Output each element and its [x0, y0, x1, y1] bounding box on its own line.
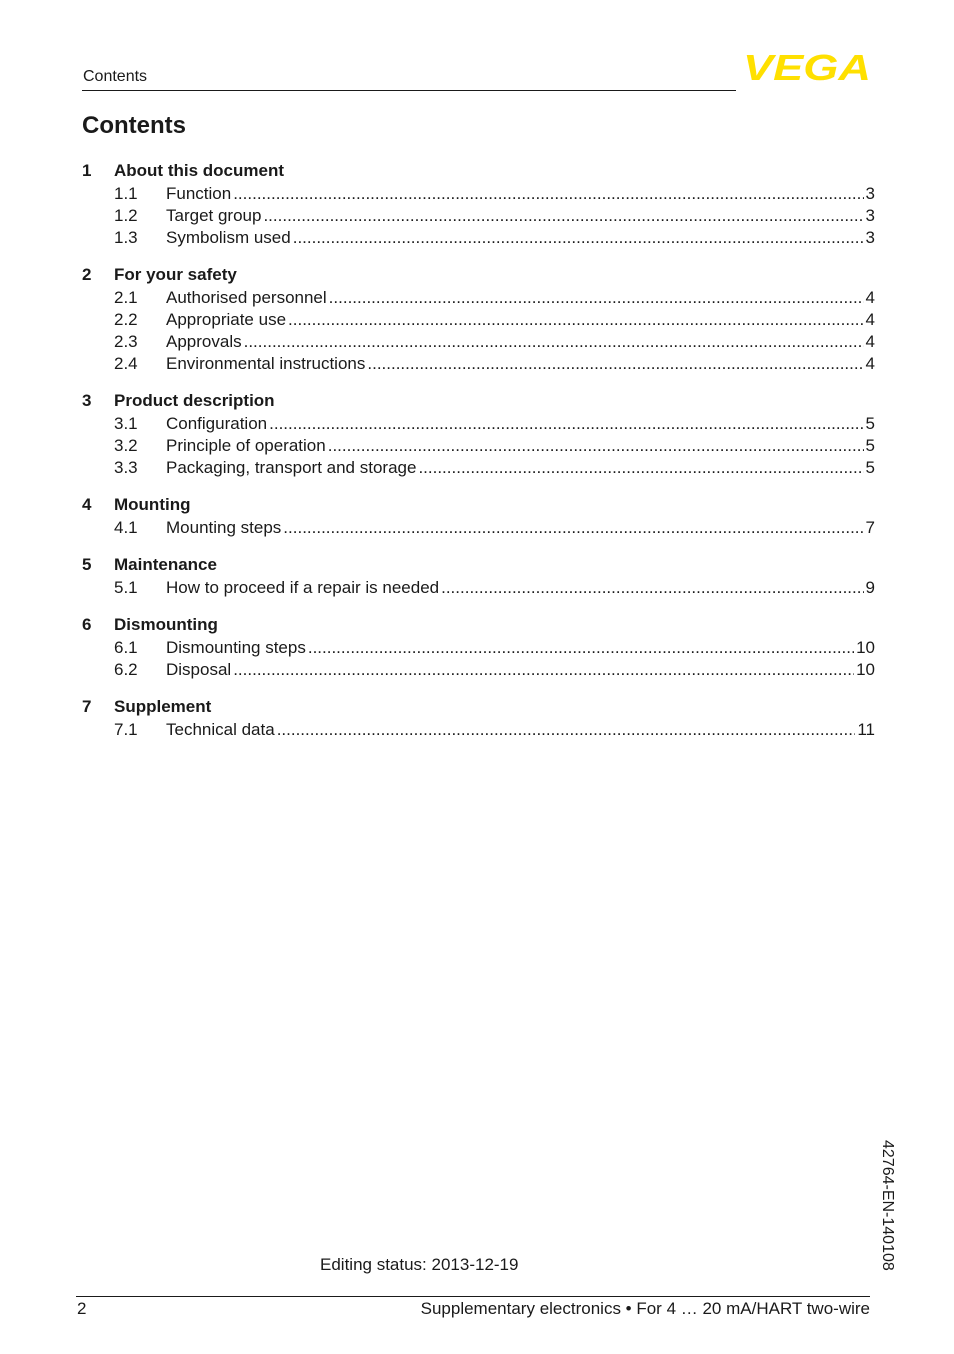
- document-id: 42764-EN-140108: [879, 1140, 896, 1271]
- toc-section-heading: [82, 492, 875, 518]
- editing-status: Editing status: 2013-12-19: [320, 1255, 519, 1274]
- toc-section-title: Dismounting: [114, 615, 218, 634]
- toc-entry-title: Appropriate use: [166, 310, 287, 329]
- toc-entry-page: 4: [865, 288, 875, 307]
- toc-entry: [82, 332, 875, 354]
- toc-entry-page: 3: [865, 206, 875, 225]
- toc-dot-leader: [233, 660, 854, 680]
- toc-section-number: 7: [82, 697, 92, 716]
- toc-entry: [82, 518, 875, 540]
- toc-entry-page: 5: [865, 458, 875, 477]
- toc-section-number: 1: [82, 161, 92, 180]
- toc-section-title: About this document: [114, 161, 284, 180]
- footer-document-title: Supplementary electronics • For 4 … 20 mA/HART two-wire: [420, 1299, 870, 1318]
- toc-entry-page: 3: [865, 184, 875, 203]
- toc-entry-title: Environmental instructions: [166, 354, 366, 373]
- toc-entry-page: 10: [856, 660, 875, 679]
- toc-dot-leader: [288, 310, 864, 330]
- toc-section: [82, 694, 875, 742]
- logo-wordmark: VEGA: [743, 52, 871, 82]
- toc-entry: [82, 414, 875, 436]
- toc-section-title: Product description: [114, 391, 275, 410]
- toc-entry-title: Mounting steps: [166, 518, 282, 537]
- toc-section-heading: [82, 612, 875, 638]
- toc-entry: [82, 354, 875, 376]
- toc-section-number: 5: [82, 555, 92, 574]
- header-section-label: Contents: [83, 68, 148, 85]
- toc-entry-number: 5.1: [114, 578, 138, 597]
- toc-entry: [82, 578, 875, 600]
- toc-section-title: Mounting: [114, 495, 191, 514]
- footer-divider: [76, 1296, 870, 1297]
- toc-entry: [82, 288, 875, 310]
- toc-dot-leader: [441, 578, 863, 598]
- toc-entry-page: 7: [865, 518, 875, 537]
- toc-entry-title: How to proceed if a repair is needed: [166, 578, 440, 597]
- toc-entry-number: 6.2: [114, 660, 138, 679]
- toc-entry: [82, 228, 875, 250]
- toc-dot-leader: [293, 228, 864, 248]
- toc-entry-page: 10: [856, 638, 875, 657]
- toc-entry-title: Configuration: [166, 414, 268, 433]
- toc-entry-number: 1.3: [114, 228, 138, 247]
- toc-entry-page: 9: [865, 578, 875, 597]
- toc-dot-leader: [367, 354, 863, 374]
- toc-section: [82, 388, 875, 480]
- page-number: 2: [77, 1299, 87, 1318]
- toc-entry-page: 4: [865, 332, 875, 351]
- toc-section-heading: [82, 694, 875, 720]
- toc-entry-title: Target group: [166, 206, 262, 225]
- toc-section-title: Maintenance: [114, 555, 217, 574]
- toc-entry-number: 1.1: [114, 184, 138, 203]
- toc-dot-leader: [418, 458, 863, 478]
- toc-entry-title: Approvals: [166, 332, 242, 351]
- toc-entry-title: Authorised personnel: [166, 288, 327, 307]
- toc-section-number: 2: [82, 265, 92, 284]
- toc-entry-page: 5: [865, 436, 875, 455]
- toc-section-number: 6: [82, 615, 92, 634]
- toc-entry-number: 2.1: [114, 288, 138, 307]
- toc-dot-leader: [328, 436, 864, 456]
- toc-entry-title: Technical data: [166, 720, 275, 739]
- vega-logo: [742, 52, 872, 82]
- toc-section-title: For your safety: [114, 265, 237, 284]
- toc-entry: [82, 660, 875, 682]
- toc-entry: [82, 720, 875, 742]
- toc-entry-title: Principle of operation: [166, 436, 326, 455]
- toc-entry-page: 11: [857, 720, 875, 739]
- toc-entry-title: Symbolism used: [166, 228, 291, 247]
- toc-entry-title: Disposal: [166, 660, 232, 679]
- toc-entry: [82, 310, 875, 332]
- toc-section-heading: [82, 388, 875, 414]
- toc-entry-number: 1.2: [114, 206, 138, 225]
- table-of-contents: [82, 158, 875, 754]
- toc-entry-number: 3.3: [114, 458, 138, 477]
- toc-entry-number: 7.1: [114, 720, 138, 739]
- toc-entry: [82, 206, 875, 228]
- toc-section: [82, 552, 875, 600]
- toc-dot-leader: [269, 414, 863, 434]
- toc-section: [82, 158, 875, 250]
- toc-entry-number: 4.1: [114, 518, 138, 537]
- toc-entry-number: 3.1: [114, 414, 138, 433]
- toc-entry-title: Packaging, transport and storage: [166, 458, 417, 477]
- toc-section-heading: [82, 552, 875, 578]
- toc-dot-leader: [308, 638, 854, 658]
- toc-dot-leader: [283, 518, 863, 538]
- toc-section: [82, 612, 875, 682]
- page-title: Contents: [82, 112, 186, 139]
- toc-section-heading: [82, 262, 875, 288]
- header-divider: [82, 90, 736, 91]
- toc-entry-number: 3.2: [114, 436, 138, 455]
- toc-dot-leader: [329, 288, 864, 308]
- toc-entry-page: 4: [865, 354, 875, 373]
- toc-dot-leader: [277, 720, 856, 740]
- toc-entry: [82, 638, 875, 660]
- toc-dot-leader: [233, 184, 863, 204]
- toc-entry-number: 6.1: [114, 638, 138, 657]
- toc-entry-page: 5: [865, 414, 875, 433]
- toc-entry-page: 3: [865, 228, 875, 247]
- toc-entry-title: Function: [166, 184, 232, 203]
- toc-section: [82, 262, 875, 376]
- toc-entry-number: 2.4: [114, 354, 138, 373]
- toc-section: [82, 492, 875, 540]
- toc-entry-page: 4: [865, 310, 875, 329]
- toc-entry: [82, 458, 875, 480]
- toc-entry-number: 2.2: [114, 310, 138, 329]
- toc-entry-number: 2.3: [114, 332, 138, 351]
- toc-section-number: 4: [82, 495, 92, 514]
- toc-section-heading: [82, 158, 875, 184]
- toc-entry-title: Dismounting steps: [166, 638, 306, 657]
- toc-dot-leader: [263, 206, 863, 226]
- toc-entry: [82, 184, 875, 206]
- toc-entry: [82, 436, 875, 458]
- toc-section-number: 3: [82, 391, 92, 410]
- toc-section-title: Supplement: [114, 697, 212, 716]
- toc-dot-leader: [244, 332, 864, 352]
